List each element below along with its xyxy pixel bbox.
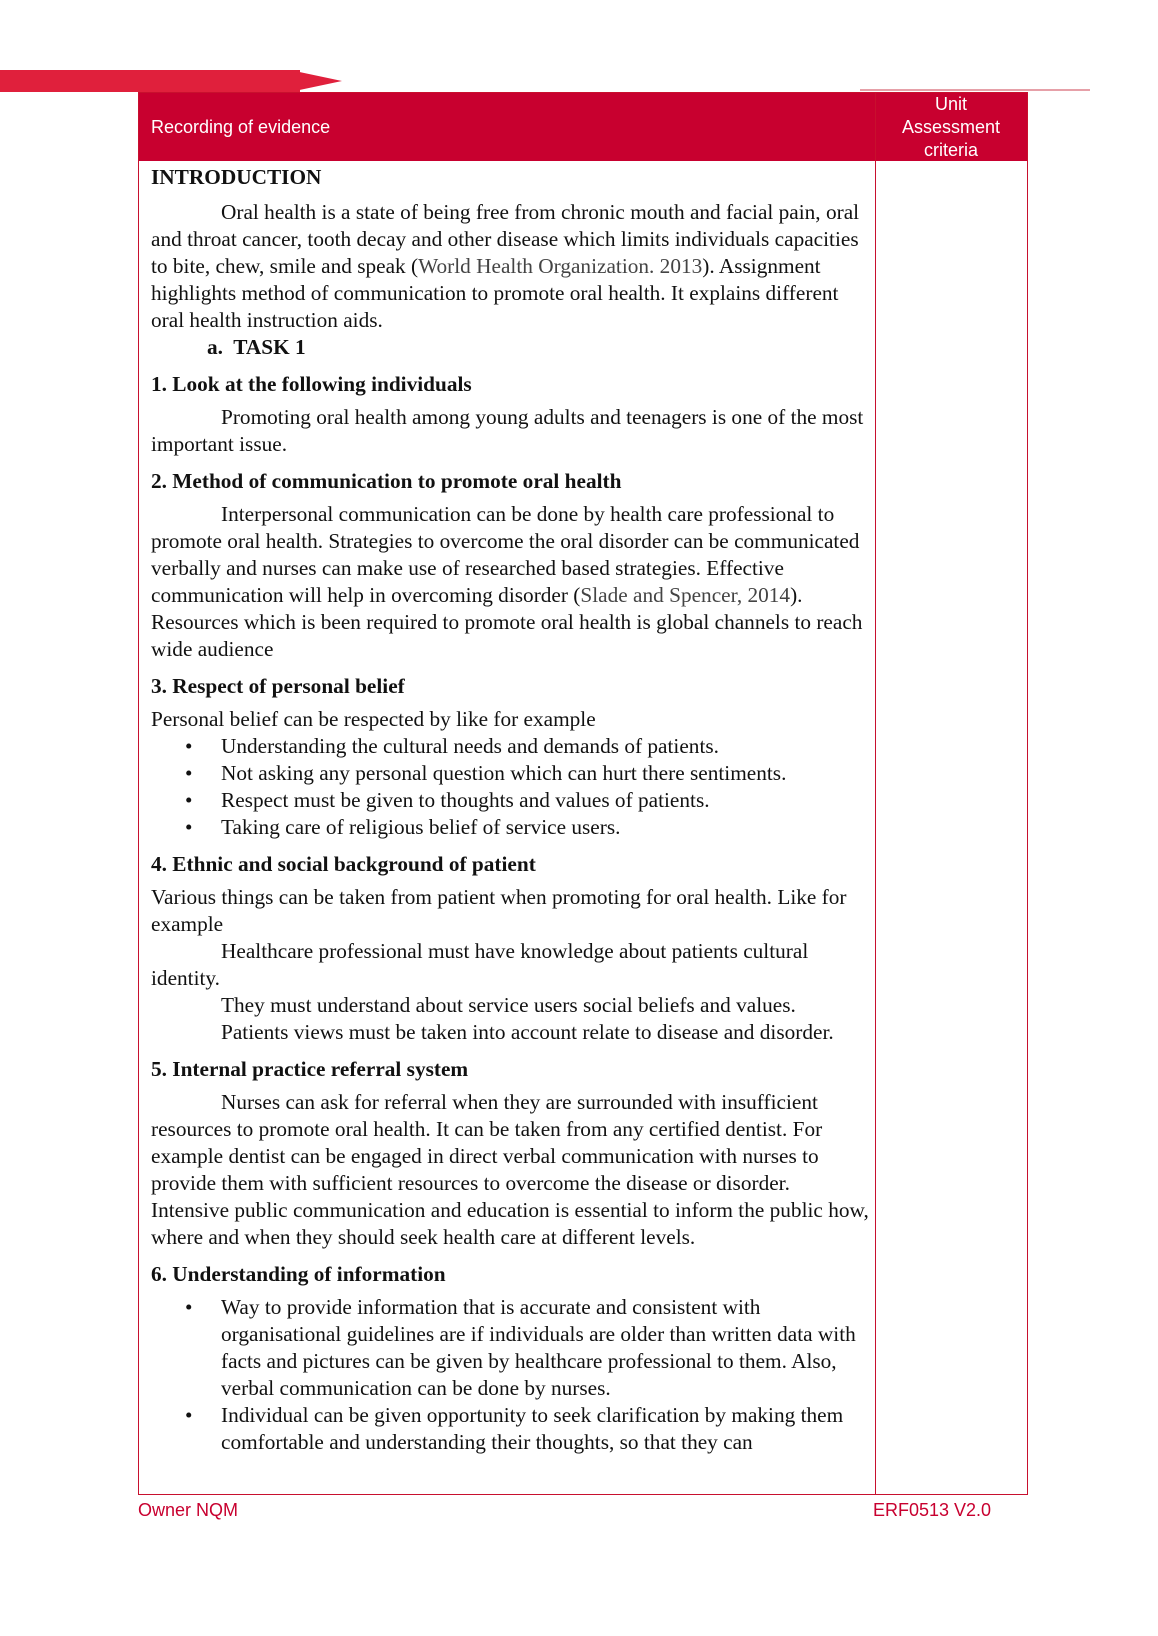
section-4-heading: 4. Ethnic and social background of patient xyxy=(151,852,536,876)
intro-citation: World Health Organization. 2013 xyxy=(418,254,703,278)
list-item: • Understanding the cultural needs and demands of patients. xyxy=(185,734,719,758)
section-4-point-1: Healthcare professional must have knowledge about patients cultural identity. xyxy=(151,939,809,990)
evidence-content xyxy=(151,161,869,1494)
header-right-line1: Unit xyxy=(934,93,967,114)
list-item: • Individual can be given opportunity to seek clarification by making them comfortable and understanding their thoughts, so that they can xyxy=(185,1403,844,1454)
header-right-line3: criteria xyxy=(923,139,978,160)
top-banner-bar xyxy=(0,70,300,92)
section-4-point-3: Patients views must be taken into account relate to disease and disorder. xyxy=(221,1020,834,1044)
footer-form-code: ERF0513 V2.0 xyxy=(873,1500,992,1520)
section-5-paragraph: Nurses can ask for referral when they are surrounded with insufficient resources to promote oral health. It can be taken from any certified dentist. For example dentist can be engaged in direct verbal communication with nurses to provide them with sufficient resources to overcome the disease or disorder. Intensive public communication and education is essential to inform the public how, where and when they should seek health care at different levels. xyxy=(151,1090,869,1249)
top-banner-arrow xyxy=(290,70,342,92)
section-3-lead: Personal belief can be respected by like for example xyxy=(151,707,596,731)
section-1-heading: 1. Look at the following individuals xyxy=(151,372,472,396)
top-right-rule xyxy=(860,89,1090,91)
section-2-citation: Slade and Spencer, 2014 xyxy=(580,583,791,607)
bullet-icon: • xyxy=(185,1295,193,1319)
column-divider xyxy=(875,93,876,1494)
section-4-lead: Various things can be taken from patient when promoting for oral health. Like for example xyxy=(151,885,847,936)
section-6-list xyxy=(151,1294,869,1456)
intro-heading: INTRODUCTION xyxy=(151,165,322,189)
list-item: • Way to provide information that is accurate and consistent with organisational guidelines are if individuals are older than written data with facts and pictures can be given by healthcare professional to them. Also, verbal communication can be done by nurses. xyxy=(185,1295,856,1400)
header-recording-of-evidence: Recording of evidence xyxy=(151,117,331,137)
bullet-icon: • xyxy=(185,734,193,758)
section-3-list xyxy=(151,733,869,841)
bullet-icon: • xyxy=(185,815,193,839)
section-1-paragraph: Promoting oral health among young adults and teenagers is one of the most important issue. xyxy=(151,405,864,456)
header-right-line2: Assessment xyxy=(901,116,1001,137)
bullet-icon: • xyxy=(185,761,193,785)
header-unit-assessment-criteria xyxy=(875,93,1027,161)
section-4-point-2: They must understand about service users social beliefs and values. xyxy=(221,993,796,1017)
section-2-heading: 2. Method of communication to promote oral health xyxy=(151,469,622,493)
evidence-table xyxy=(138,92,1028,1495)
footer-owner: Owner NQM xyxy=(138,1500,239,1520)
list-item: • Taking care of religious belief of service users. xyxy=(185,815,621,839)
intro-paragraph: Oral health is a state of being free from chronic mouth and facial pain, oral and throat cancer, tooth decay and other disease which limits individuals capacities to bite, chew, smile and speak (World Health Organization. 2013). Assignment highlights method of communication to promote oral health. It explains different oral health instruction aids. xyxy=(151,200,860,332)
list-item: • Respect must be given to thoughts and values of patients. xyxy=(185,788,710,812)
list-item: • Not asking any personal question which can hurt there sentiments. xyxy=(185,761,787,785)
section-2-paragraph: Interpersonal communication can be done by health care professional to promote oral health. Strategies to overcome the oral disorder can be communicated verbally and nurses can make use of researched based strategies. Effective communication will help in overcoming disorder (Slade and Spencer, 2014). Resources which is been required to promote oral health is global channels to reach wide audience xyxy=(151,502,863,661)
bullet-icon: • xyxy=(185,1403,193,1427)
table-header xyxy=(139,93,1027,161)
bullet-icon: • xyxy=(185,788,193,812)
section-6-heading: 6. Understanding of information xyxy=(151,1262,446,1286)
section-3-heading: 3. Respect of personal belief xyxy=(151,674,405,698)
section-5-heading: 5. Internal practice referral system xyxy=(151,1057,469,1081)
task-heading: a. TASK 1 xyxy=(207,335,306,359)
